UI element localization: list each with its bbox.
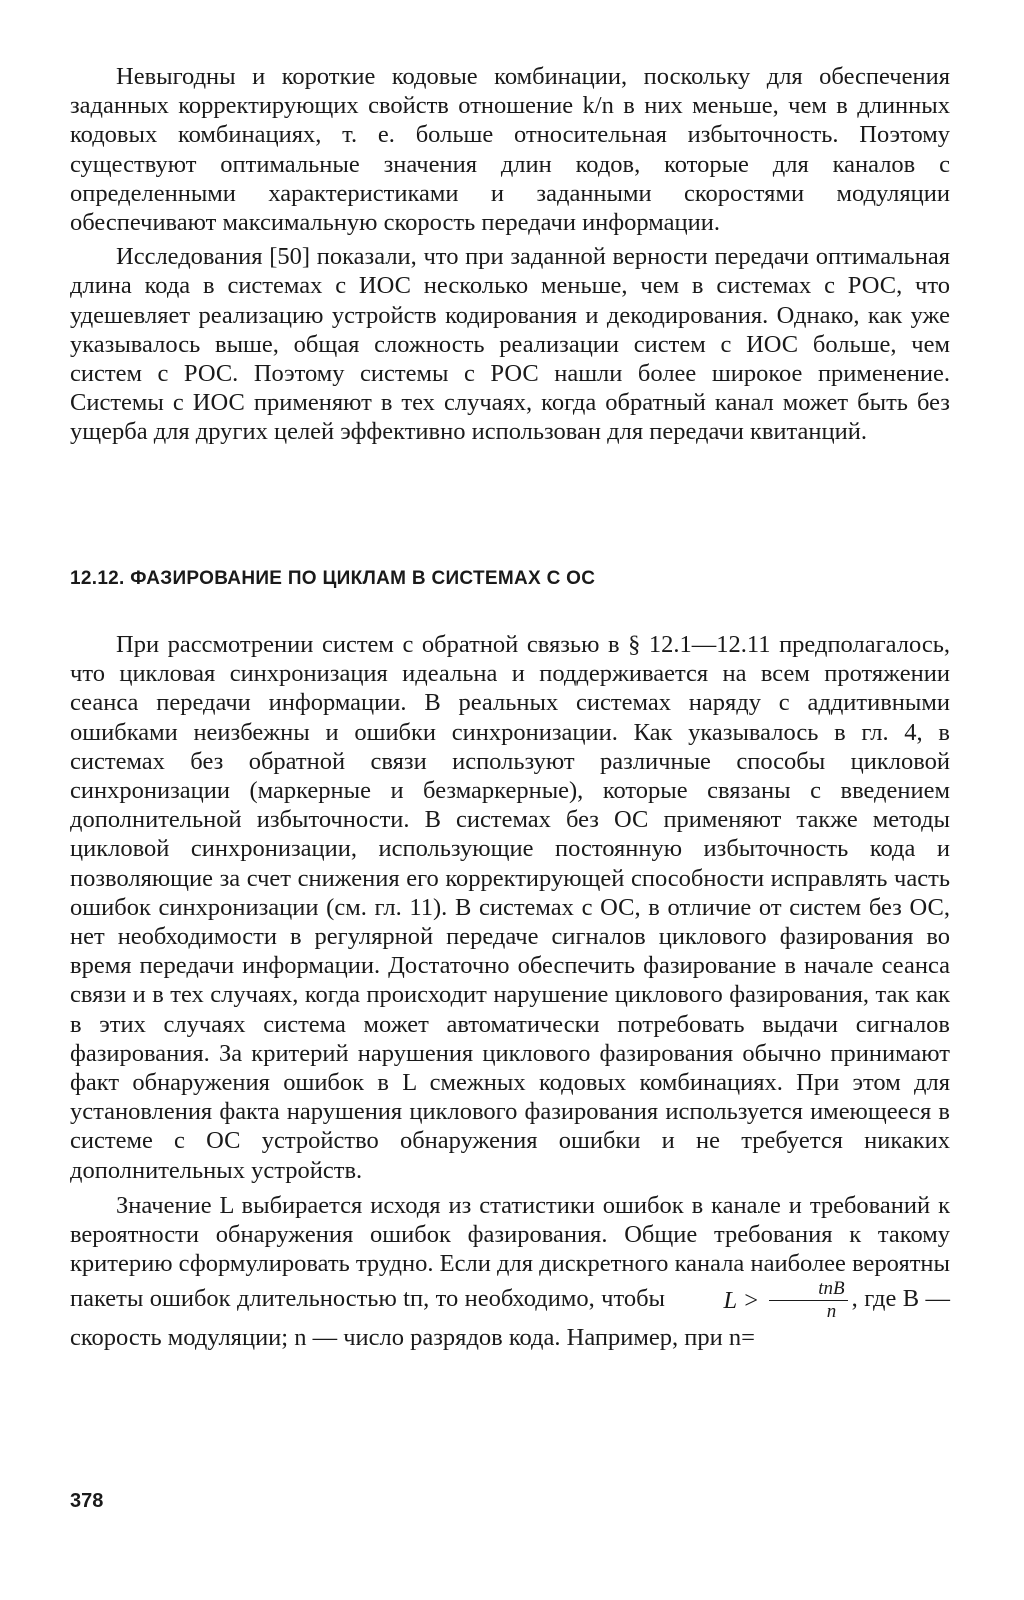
paragraph-text-before-formula: Значение L выбирается исходя из статистики ошибок в канале и требований к вероятности обнаружения ошибок фазирования. Общие требования к такому критерию сформулировать трудно. Если для дискретного канала наиболее вероятны пакеты ошибок длительностью tп, то необходимо, чтобы bbox=[70, 1191, 950, 1313]
page-number: 378 bbox=[70, 1490, 104, 1512]
text-block-bottom bbox=[70, 630, 950, 1353]
paragraph-text-after-formula: , где B — скорость модуляции; n — число разрядов кода. Например, при n= bbox=[70, 1285, 951, 1352]
fraction bbox=[769, 1278, 847, 1323]
section-heading: 12.12. ФАЗИРОВАНИЕ ПО ЦИКЛАМ В СИСТЕМАХ С ОС bbox=[70, 568, 596, 589]
fraction-denominator: n bbox=[826, 1301, 837, 1323]
paragraph: Невыгодны и короткие кодовые комбинации, поскольку для обеспечения заданных корректирующих свойств отношение k/n в них меньше, чем в длинных кодовых комбинациях, т. е. больше относительная избыточность. Поэтому существуют оптимальные значения длин кодов, которые для каналов с определенными характеристиками и заданными скоростями модуляции обеспечивают максимальную скорость передачи информации. bbox=[70, 63, 950, 237]
text-block-top bbox=[70, 62, 950, 447]
paragraph: При рассмотрении систем с обратной связью в § 12.1—12.11 предполагалось, что цикловая синхронизация идеальна и поддерживается на всем протяжении сеанса передачи информации. В реальных системах наряду с аддитивными ошибками неизбежны и ошибки синхронизации. Как указывалось в гл. 4, в системах без обратной связи используют различные способы цикловой синхронизации (маркерные и безмаркерные), которые связаны с введением дополнительной избыточности. В системах без ОС применяют также методы цикловой синхронизации, использующие постоянную избыточность кода и позволяющие за счет снижения его корректирующей способности исправлять часть ошибок синхронизации (см. гл. 11). В системах с ОС, в отличие от систем без ОС, нет необходимости в регулярной передаче сигналов циклового фазирования во время передачи информации. Достаточно обеспечить фазирование в начале сеанса связи и в тех случаях, когда происходит нарушение циклового фазирования, так как в этих случаях система может автоматически потребовать выдачи сигналов фазирования. За критерий нарушения циклового фазирования обычно принимают факт обнаружения ошибок в L смежных кодовых комбинациях. При этом для установления факта нарушения циклового фазирования используется имеющееся в системе с ОС устройство обнаружения ошибки и не требуется никаких дополнительных устройств. bbox=[70, 631, 950, 1184]
inequality-lhs: L > bbox=[723, 1287, 760, 1315]
paragraph-with-formula bbox=[70, 1191, 950, 1353]
paragraph: Исследования [50] показали, что при заданной верности передачи оптимальная длина кода в системах с ИОС несколько меньше, чем в системах с РОС, что удешевляет реализацию устройств кодирования и декодирования. Однако, как уже указывалось выше, общая сложность реализации систем с ИОС больше, чем систем с РОС. Поэтому системы с РОС нашли более широкое применение. Системы с ИОС применяют в тех случаях, когда обратный канал может быть без ущерба для других целей эффективно использован для передачи квитанций. bbox=[70, 243, 950, 446]
fraction-numerator: tпB bbox=[769, 1278, 847, 1301]
